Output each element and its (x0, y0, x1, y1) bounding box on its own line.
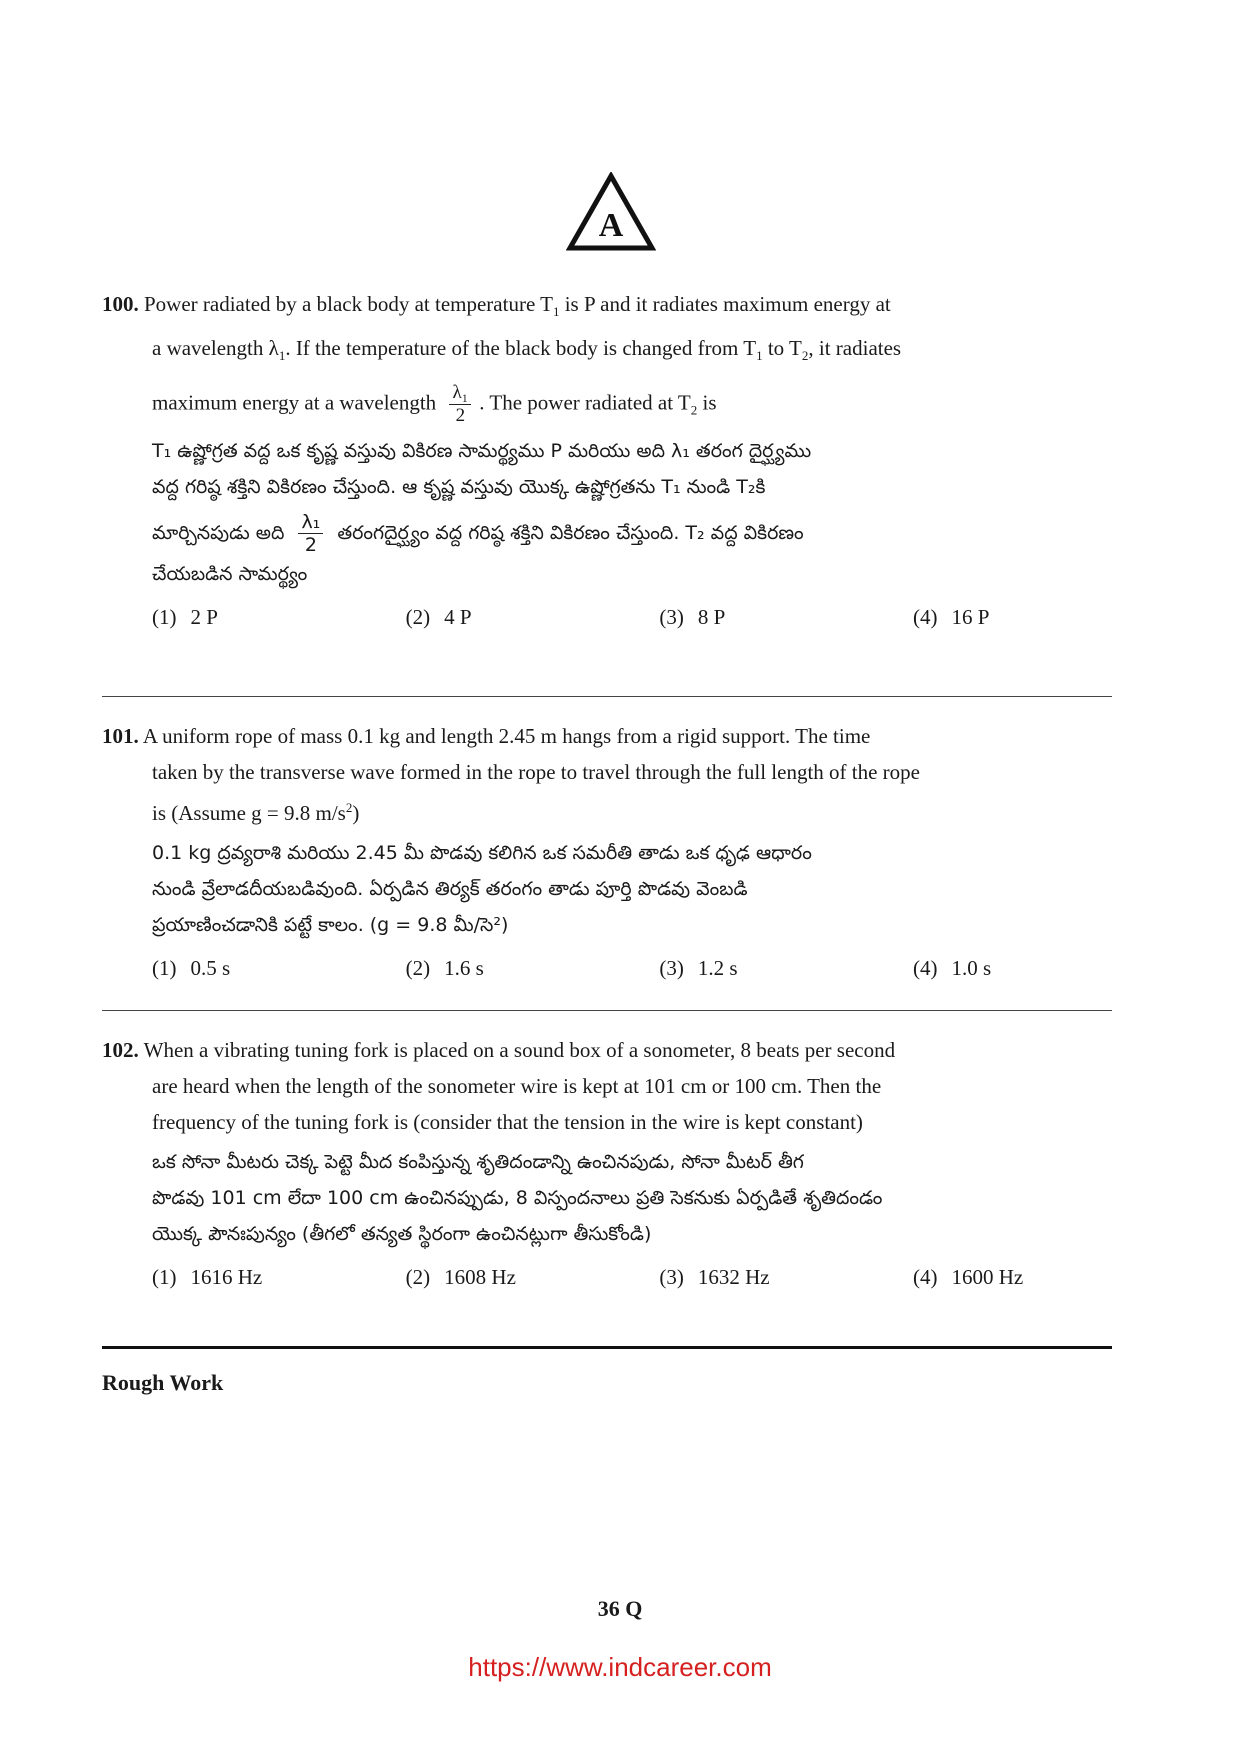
page-number: 36 Q (597, 1596, 643, 1621)
option-3[interactable]: (3) 1632 Hz (659, 1265, 770, 1289)
question-100: 100. Power radiated by a black body at temperature $T_1$ is P and it radiates maximum energy at a wavelength $\lambda_1$. If the temperature of the black body is changed from $T_1$ to $T_2$, it radiates maximum energy at a wavelength $\frac{\text{λ₁}}{2}$ . The power radiated at $T_2$ is T₁ ఉష్ణోగ్రత వద్ద ఒక కృష్ణ వస్తువు వికిరణ సామర్థ్యము P మరియు అది λ₁ తరంగ దైర్ఘ్యము వద్ద గరిష్ఠ శక్తిని వికిరణం చేస్తుంది. ఆ కృష్ణ వస్తువు యొక్క ఉష్ణోగ్రతను T₁ నుండి T₂కి మార్చినపుడు అది $\frac{\text{λ₁}}{2}$ తరంగదైర్ఘ్యం వద్ద గరిష్ఠ శక్తిని వికిరణం చేస్తుంది. T₂ వద్ద వికిరణం చేయబడిన సామర్థ్యం (1) 2 P (2) 4 P (3) 8 P (4) 16 P (102, 286, 1112, 634)
question-number: 101. (102, 724, 139, 748)
option-1[interactable]: (1) 0.5 s (152, 956, 231, 980)
set-label: A (598, 207, 624, 244)
option-3[interactable]: (3) 8 P (659, 604, 726, 629)
rough-work-divider (102, 1346, 1112, 1349)
rough-work-heading: Rough Work (102, 1370, 224, 1395)
divider (102, 1010, 1112, 1011)
fraction: $\frac{\text{λ₁}}{2}$ (298, 511, 323, 556)
question-telugu: T₁ ఉష్ణోగ్రత వద్ద ఒక కృష్ణ వస్తువు వికిరణ సామర్థ్యము P మరియు అది λ₁ తరంగ దైర్ఘ్యము వద్ద గరిష్ఠ శక్తిని వికిరణం చేస్తుంది. ఆ కృష్ణ వస్తువు యొక్క ఉష్ణోగ్రతను T₁ నుండి T₂కి మార్చినపుడు అది $\frac{\text{λ₁}}{2}$ తరంగదైర్ఘ్యం వద్ద గరిష్ఠ శక్తిని వికిరణం చేస్తుంది. T₂ వద్ద వికిరణం చేయబడిన సామర్థ్యం (152, 439, 812, 585)
question-telugu: 0.1 kg ద్రవ్యరాశి మరియు 2.45 మీ పొడవు కలిగిన ఒక సమరీతి తాడు ఒక ధృఢ ఆధారం నుండి వ్రేలాడదీయబడివుంది. ఏర్పడిన తిర్యక్ తరంగం తాడు పూర్తి పొడవు వెంబడి ప్రయాణించడానికి పట్టే కాలం. (g = 9.8 మీ/సె²) (152, 842, 812, 936)
option-3[interactable]: (3) 1.2 s (659, 956, 738, 980)
answer-options (102, 1260, 1112, 1294)
option-2[interactable]: (2) 1.6 s (405, 956, 484, 980)
divider (102, 696, 1112, 697)
fraction: $\frac{\text{λ₁}}{2}$ (449, 382, 471, 427)
set-a-triangle-icon (566, 172, 656, 252)
option-1[interactable]: (1) 1616 Hz (152, 1265, 263, 1289)
question-number: 100. (102, 292, 139, 316)
option-1[interactable]: (1) 2 P (152, 604, 218, 629)
question-number: 102. (102, 1038, 139, 1062)
question-101: 101. A uniform rope of mass 0.1 kg and length 2.45 m hangs from a rigid support. The time taken by the transverse wave formed in the rope to travel through the full length of the rope is (Assume g = 9.8 $m/s^2$) 0.1 kg ద్రవ్యరాశి మరియు 2.45 మీ పొడవు కలిగిన ఒక సమరీతి తాడు ఒక ధృఢ ఆధారం నుండి వ్రేలాడదీయబడివుంది. ఏర్పడిన తిర్యక్ తరంగం తాడు పూర్తి పొడవు వెంబడి ప్రయాణించడానికి పట్టే కాలం. (g = 9.8 మీ/సె²) (1) 0.5 s (2) 1.6 s (3) 1.2 s (4) 1.0 s (102, 718, 1112, 985)
question-telugu: ఒక సోనా మీటరు చెక్క పెట్టె మీద కంపిస్తున్న శృతిదండాన్ని ఉంచినపుడు, సోనా మీటర్ తీగ పొడవు 101 cm లేదా 100 cm ఉంచినప్పుడు, 8 విస్పందనాలు ప్రతి సెకనుకు ఏర్పడితే శృతిదండం యొక్క పౌనఃపున్యం (తీగలో తన్యత స్థిరంగా ఉంచినట్లుగా తీసుకోండి) (152, 1151, 883, 1245)
option-2[interactable]: (2) 1608 Hz (405, 1265, 516, 1289)
option-4[interactable]: (4) 16 P (913, 604, 990, 629)
question-english: 100. Power radiated by a black body at temperature $T_1$ is P and it radiates maximum energy at (102, 292, 891, 320)
question-102: 102. When a vibrating tuning fork is placed on a sound box of a sonometer, 8 beats per second are heard when the length of the sonometer wire is kept at 101 cm or 100 cm. Then the frequency of the tuning fork is (consider that the tension in the wire is kept constant) ఒక సోనా మీటరు చెక్క పెట్టె మీద కంపిస్తున్న శృతిదండాన్ని ఉంచినపుడు, సోనా మీటర్ తీగ పొడవు 101 cm లేదా 100 cm ఉంచినప్పుడు, 8 విస్పందనాలు ప్రతి సెకనుకు ఏర్పడితే శృతిదండం యొక్క పౌనఃపున్యం (తీగలో తన్యత స్థిరంగా ఉంచినట్లుగా తీసుకోండి) (1) 1616 Hz (2) 1608 Hz (3) 1632 Hz (4) 1600 Hz (102, 1032, 1112, 1294)
footer-url-link[interactable]: https://www.indcareer.com (468, 1652, 772, 1682)
answer-options (102, 951, 1112, 985)
option-4[interactable]: (4) 1.0 s (913, 956, 992, 980)
answer-options (102, 600, 1112, 634)
option-4[interactable]: (4) 1600 Hz (913, 1265, 1024, 1289)
option-2[interactable]: (2) 4 P (405, 604, 472, 629)
